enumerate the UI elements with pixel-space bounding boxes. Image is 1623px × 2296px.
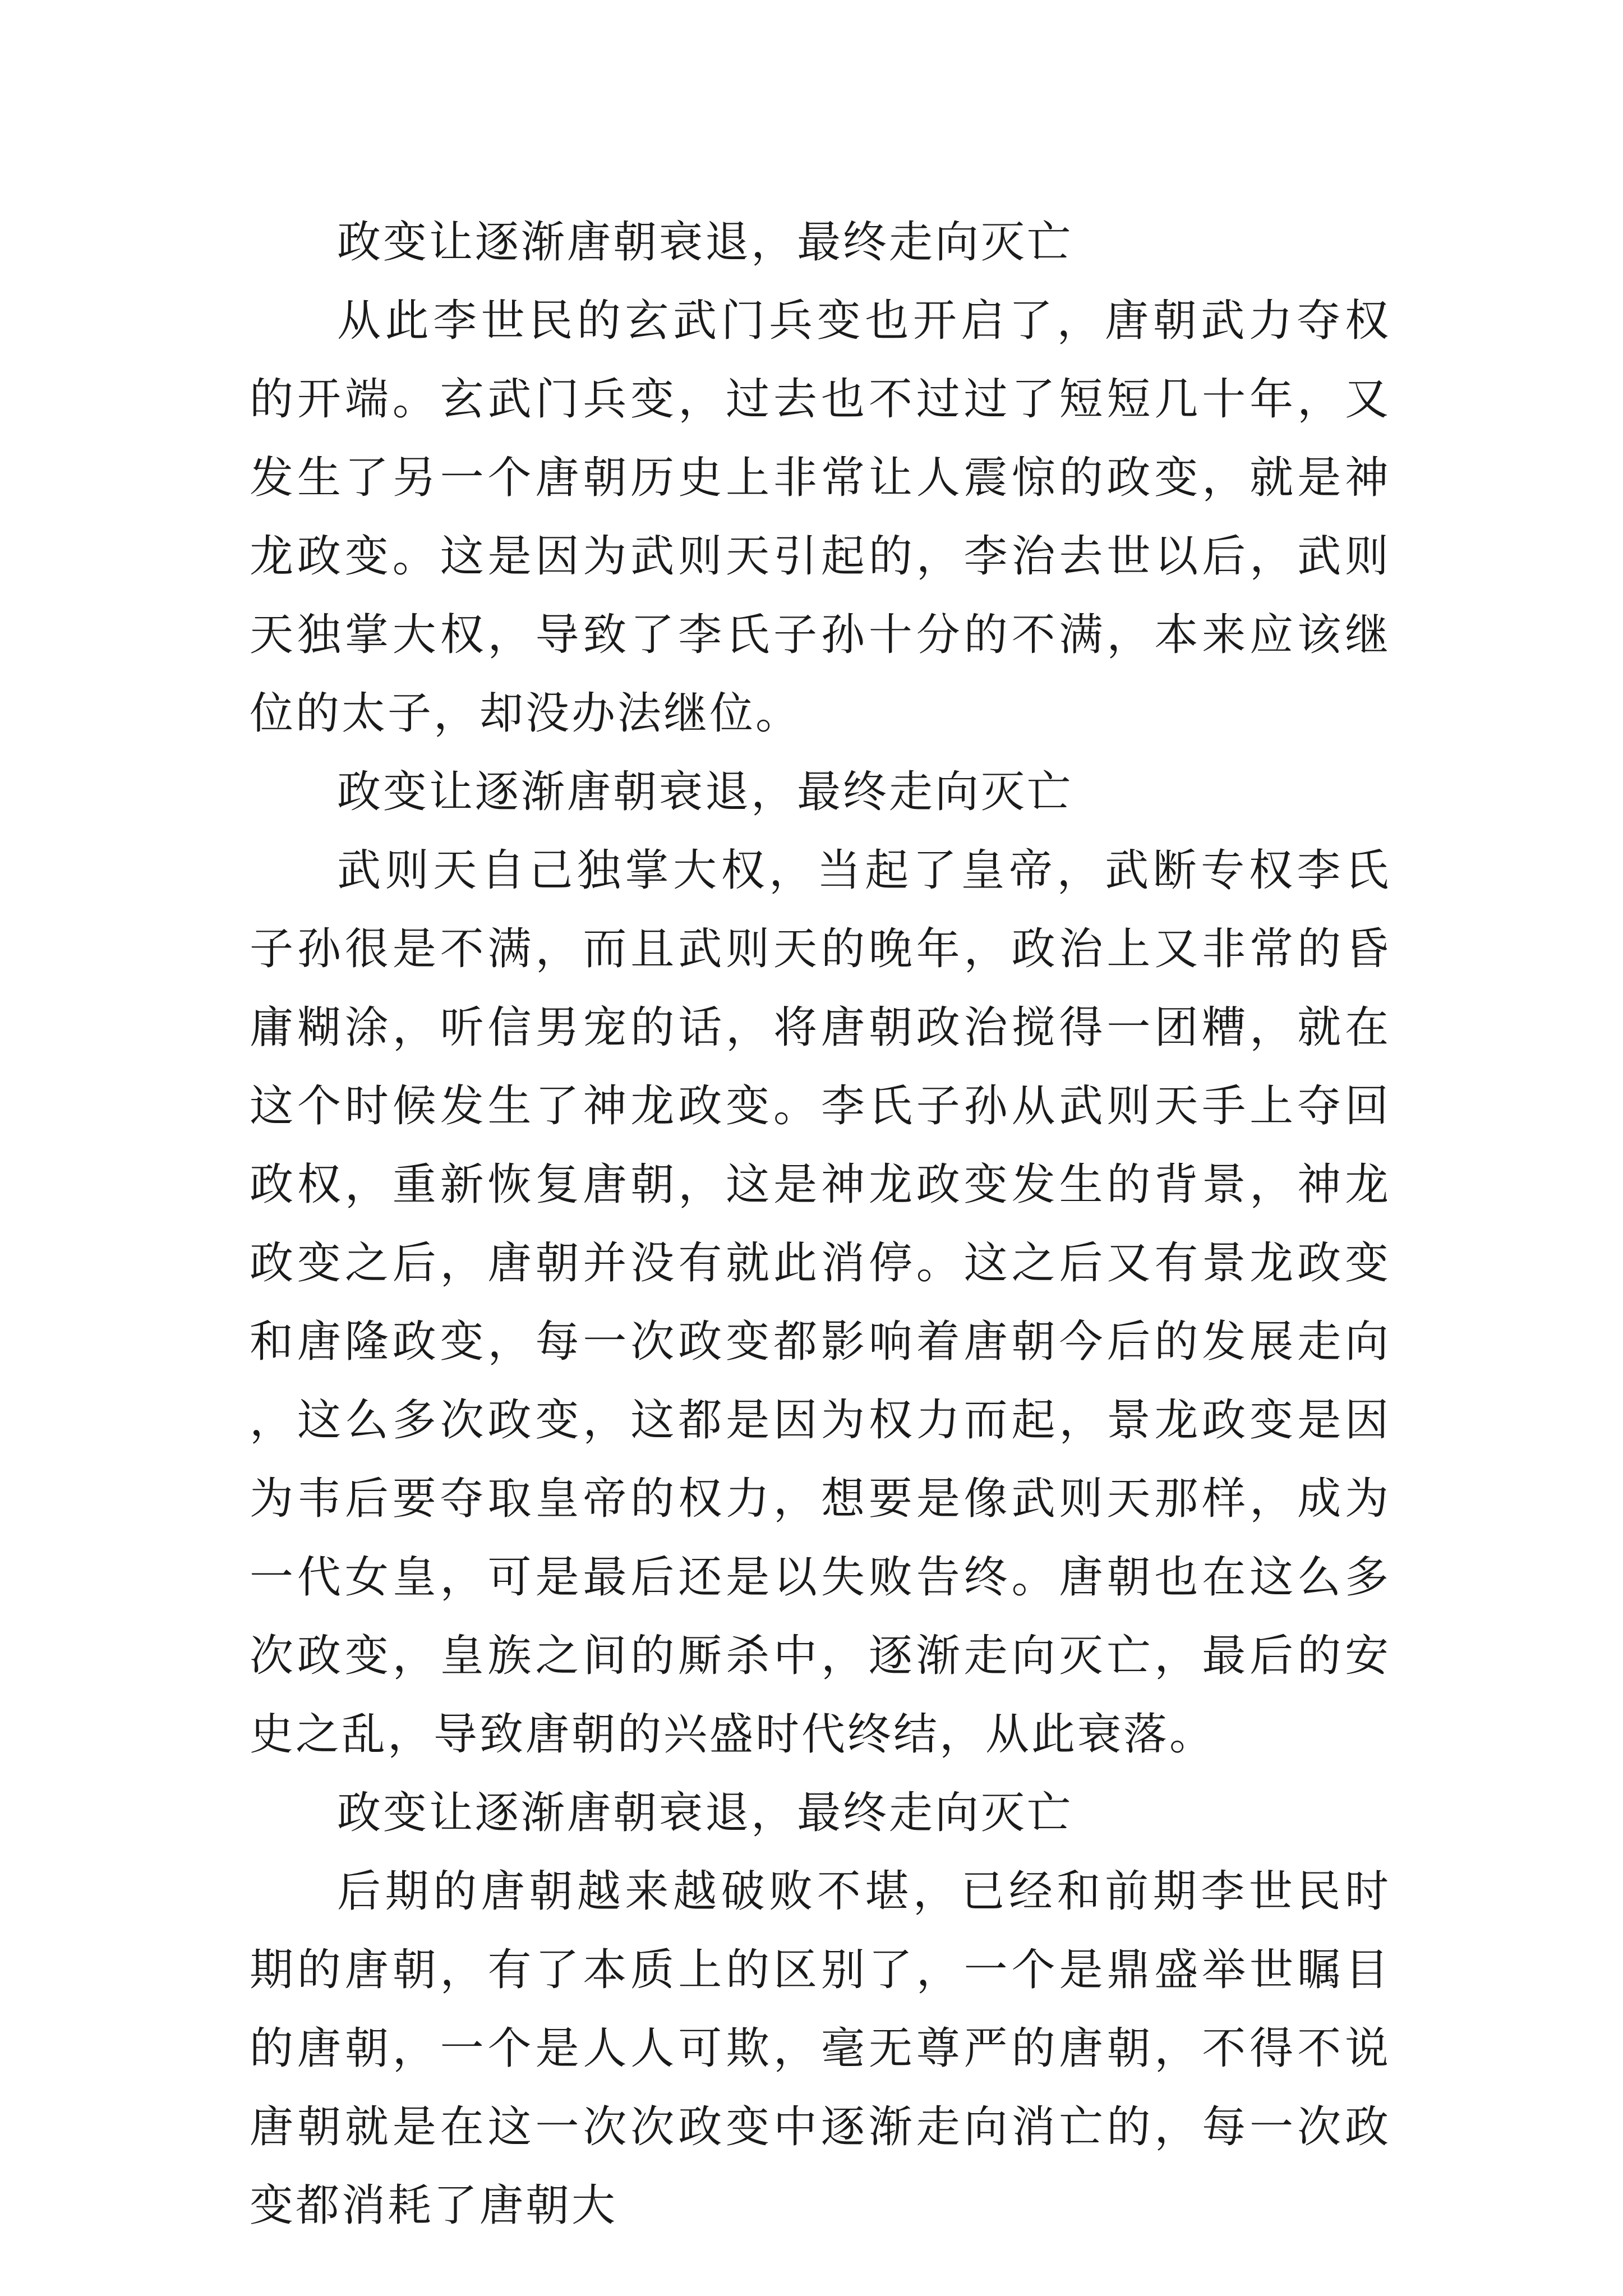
paragraph-3: 后期的唐朝越来越破败不堪，已经和前期李世民时期的唐朝，有了本质上的区别了，一个是鼎盛举世瞩目的唐朝，一个是人人可欺，毫无尊严的唐朝，不得不说唐朝就是在这一次次政变中逐渐走向消亡的，每一次政变都消耗了唐朝大 [250, 1866, 1391, 2231]
document-body [250, 203, 1391, 2245]
paragraph-2: 武则天自己独掌大权，当起了皇帝，武断专权李氏子孙很是不满，而且武则天的晚年，政治上又非常的昏庸糊涂，听信男宠的话，将唐朝政治搅得一团糟，就在这个时候发生了神龙政变。李氏子孙从武则天手上夺回政权，重新恢复唐朝，这是神龙政变发生的背景，神龙政变之后，唐朝并没有就此消停。这之后又有景龙政变和唐隆政变，每一次政变都影响着唐朝今后的发展走向，这么多次政变，这都是因为权力而起，景龙政变是因为韦后要夺取皇帝的权力，想要是像武则天那样，成为一代女皇，可是最后还是以失败告终。唐朝也在这么多次政变，皇族之间的厮杀中，逐渐走向灭亡，最后的安史之乱，导致唐朝的兴盛时代终结，从此衰落。 [250, 845, 1391, 1760]
paragraph-1: 从此李世民的玄武门兵变也开启了，唐朝武力夺权的开端。玄武门兵变，过去也不过过了短短几十年，又发生了另一个唐朝历史上非常让人震惊的政变，就是神龙政变。这是因为武则天引起的，李治去世以后，武则天独掌大权，导致了李氏子孙十分的不满，本来应该继位的太子，却没办法继位。 [250, 296, 1391, 739]
section-heading-2: 政变让逐渐唐朝衰退，最终走向灭亡 [337, 767, 1073, 817]
section-heading-3: 政变让逐渐唐朝衰退，最终走向灭亡 [337, 1788, 1073, 1838]
section-heading-1: 政变让逐渐唐朝衰退，最终走向灭亡 [337, 217, 1073, 268]
